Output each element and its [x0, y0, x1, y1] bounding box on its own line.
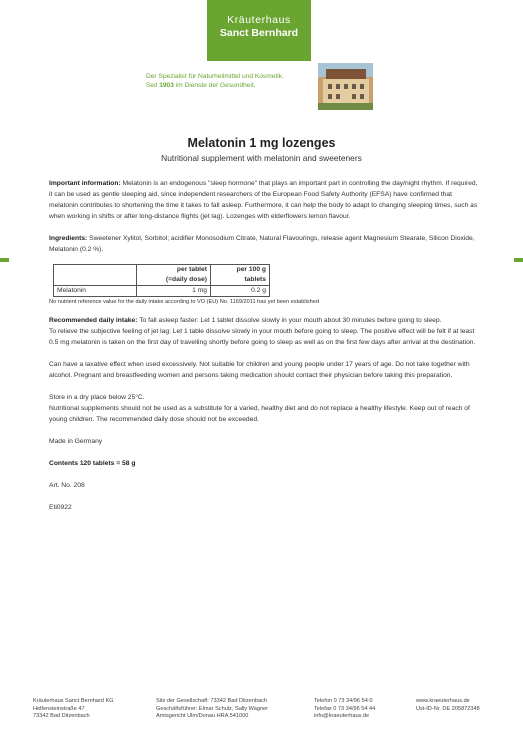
footer-address: Kräuterhaus Sanct Bernhard KG Helfensteinstraße 47 73342 Bad Ditzenbach [33, 698, 114, 719]
brand-tagline [146, 73, 284, 90]
jet-lag-intake: To relieve the subjective feeling of jet lag: Let 1 table dissolve slowly in your mouth before going to sleep. The positive effect will be felt if at least 0.5 mg melatonin is taken on the first day of travelling shortly before going to sleep as well as on the first few days after arrival at the destination. [49, 328, 476, 346]
footer-company: Sitz der Gesellschaft: 73342 Bad Ditzenbach Geschäftsführer: Elmar Schulz, Sally Wagner Amtsgericht Ulm/Donau HRA 541000 [156, 698, 269, 719]
footer-website-link[interactable]: www.kraeuterhaus.de [416, 698, 470, 704]
footer-contact: Telefon 0 73 34/96 54 0 Telefax 0 73 34/96 54 44 info@kraeuterhaus.de [314, 698, 376, 719]
fold-mark-right [514, 258, 523, 262]
reference-note: No nutrient reference value for the daily intake according to VO (EU) No. 1169/2011 has yet been established [49, 299, 320, 305]
warning-text: Can have a laxative effect when used excessively. Not suitable for children and young people under 17 years of age. Do not take together with alcohol. Pregnant and breastfeeding women and persons taking medication should contact their physician before taking this preparation. [49, 361, 470, 379]
tagline-year: 1903 [159, 81, 174, 89]
footer-web: www.kraeuterhaus.de Ust-ID-Nr. DE 205872348 [416, 698, 480, 712]
brand-name-line1: Kräuterhaus [227, 14, 291, 26]
storage-text: Store in a dry place below 25°C. [49, 394, 145, 401]
ingredients: Ingredients: Sweetener Xylitol, Sorbitol; acidifier Monosodium Citrate, Natural Flavourings, release agent Magnesium Stearate, Silicon Dioxide, Melatonin (0.2 %). [49, 235, 475, 253]
brand-name-line2: Sanct Bernhard [219, 27, 299, 39]
made-in: Made in Germany [49, 438, 103, 445]
article-number: Art. No. 208 [49, 482, 85, 489]
contents: Contents 120 tablets = 58 g [49, 460, 136, 467]
supplement-note: Nutritional supplements should not be used as a substitute for a varied, healthy diet and do not replace a healthy lifestyle. Keep out of reach of young children. The recommended daily dose should not be exceeded. [49, 405, 470, 423]
footer-email[interactable]: info@kraeuterhaus.de [314, 713, 370, 719]
product-subtitle: Nutritional supplement with melatonin and sweeteners [161, 153, 362, 163]
eti-code: Eti0922 [49, 504, 72, 511]
table-row: Melatonin 1 mg 0.2 g [54, 286, 270, 297]
recommended-intake: Recommended daily intake: To fall asleep faster: Let 1 tablet dissolve slowly in your mouth about 30 minutes before going to sleep. [49, 317, 442, 324]
brand-logo [207, 0, 311, 61]
important-information: Important information: Melatonin is an endogenous "sleep hormone" that plays an important part in controlling the day/night rhythm. If required, it can be used as gentle sleeping aid, since independent researchers of the European Food Safety Authority (EFSA) have confirmed that melatonin contributes to shortening the time it takes to fall asleep. Furthermore, it can help the body to adapt to changing sleeping times, such as when working in shifts or after long-distance flights (jet lag). Lozenges with elderflowers lemon flavour. [49, 180, 478, 220]
nutrition-table [53, 264, 270, 297]
label-content [49, 178, 479, 513]
product-title: Melatonin 1 mg lozenges [187, 136, 336, 150]
tagline-line2: Seit 1903 im Dienste der Gesundheit. [146, 81, 256, 89]
fold-mark-left [0, 258, 9, 262]
nutrition-table-header: per tablet (=daily dose) per 100 g tablets [54, 265, 270, 286]
tagline-line1: Der Spezialist für Naturheilmittel und Kosmetik. [146, 73, 284, 80]
building-photo [318, 63, 373, 110]
